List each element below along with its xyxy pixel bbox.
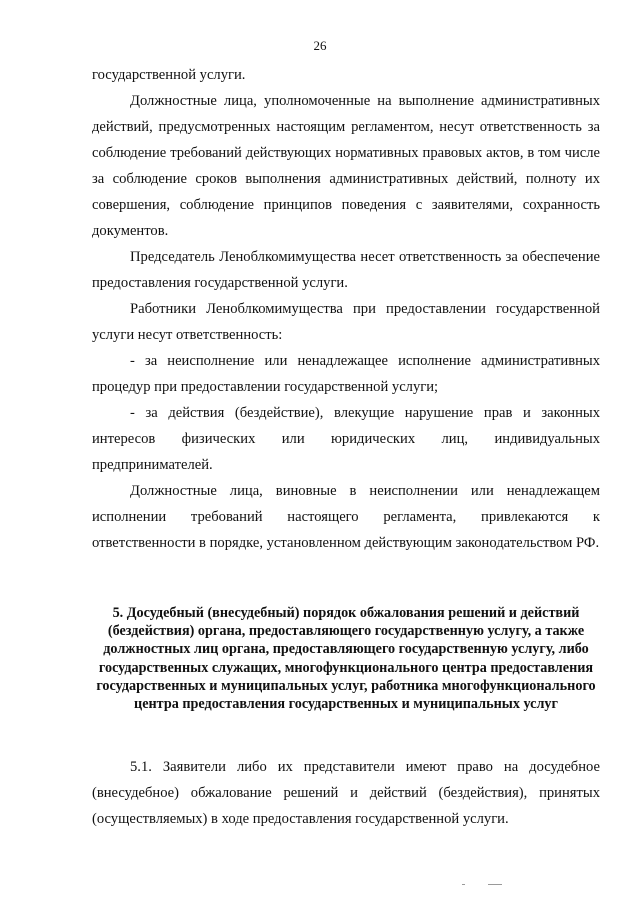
- paragraph-guilty-officials: Должностные лица, виновные в неисполнении или ненадлежащем исполнении требований настоящего регламента, привлекаются к ответственности в порядке, установленном действующим законодательством РФ.: [92, 483, 600, 551]
- section-body: [92, 754, 600, 832]
- paragraph-officials-responsibility: Должностные лица, уполномоченные на выполнение административных действий, предусмотренных настоящим регламентом, несут ответственность за соблюдение требований действующих нормативных правовых актов, в том числе за соблюдение сроков выполнения административных действий, полноту их совершения, соблюдение принципов поведения с заявителями, сохранность документов.: [92, 93, 600, 239]
- paragraph-chairman-responsibility: Председатель Леноблкомимущества несет ответственность за обеспечение предоставления государственной услуги.: [92, 249, 600, 291]
- scan-artifact: [488, 884, 502, 885]
- list-item-non-performance: - за неисполнение или ненадлежащее исполнение административных процедур при предоставлении государственной услуги;: [92, 353, 600, 395]
- paragraph-continuation: государственной услуги.: [92, 67, 246, 83]
- scan-artifact: [462, 884, 465, 885]
- section-heading: 5. Досудебный (внесудебный) порядок обжалования решений и действий (бездействия) органа, предоставляющего государственную услугу, а также должностных лиц органа, предоставляющего государственную услугу, либо государственных служащих, многофункционального центра предоставления государственных и муниципальных услуг, работника многофункционального центра предоставления государственных и муниципальных услуг: [96, 605, 596, 713]
- body-text: [92, 62, 600, 556]
- list-item-actions-inaction: - за действия (бездействие), влекущие нарушение прав и законных интересов физических или юридических лиц, индивидуальных предпринимателей.: [92, 405, 600, 473]
- paragraph-5-1: 5.1. Заявители либо их представители имеют право на досудебное (внесудебное) обжалование решений и действий (бездействия), принятых (осуществляемых) в ходе предоставления государственной услуги.: [92, 759, 600, 827]
- paragraph-employees-responsibility: Работники Леноблкомимущества при предоставлении государственной услуги несут ответственность:: [92, 301, 600, 343]
- page-number: 26: [313, 38, 327, 53]
